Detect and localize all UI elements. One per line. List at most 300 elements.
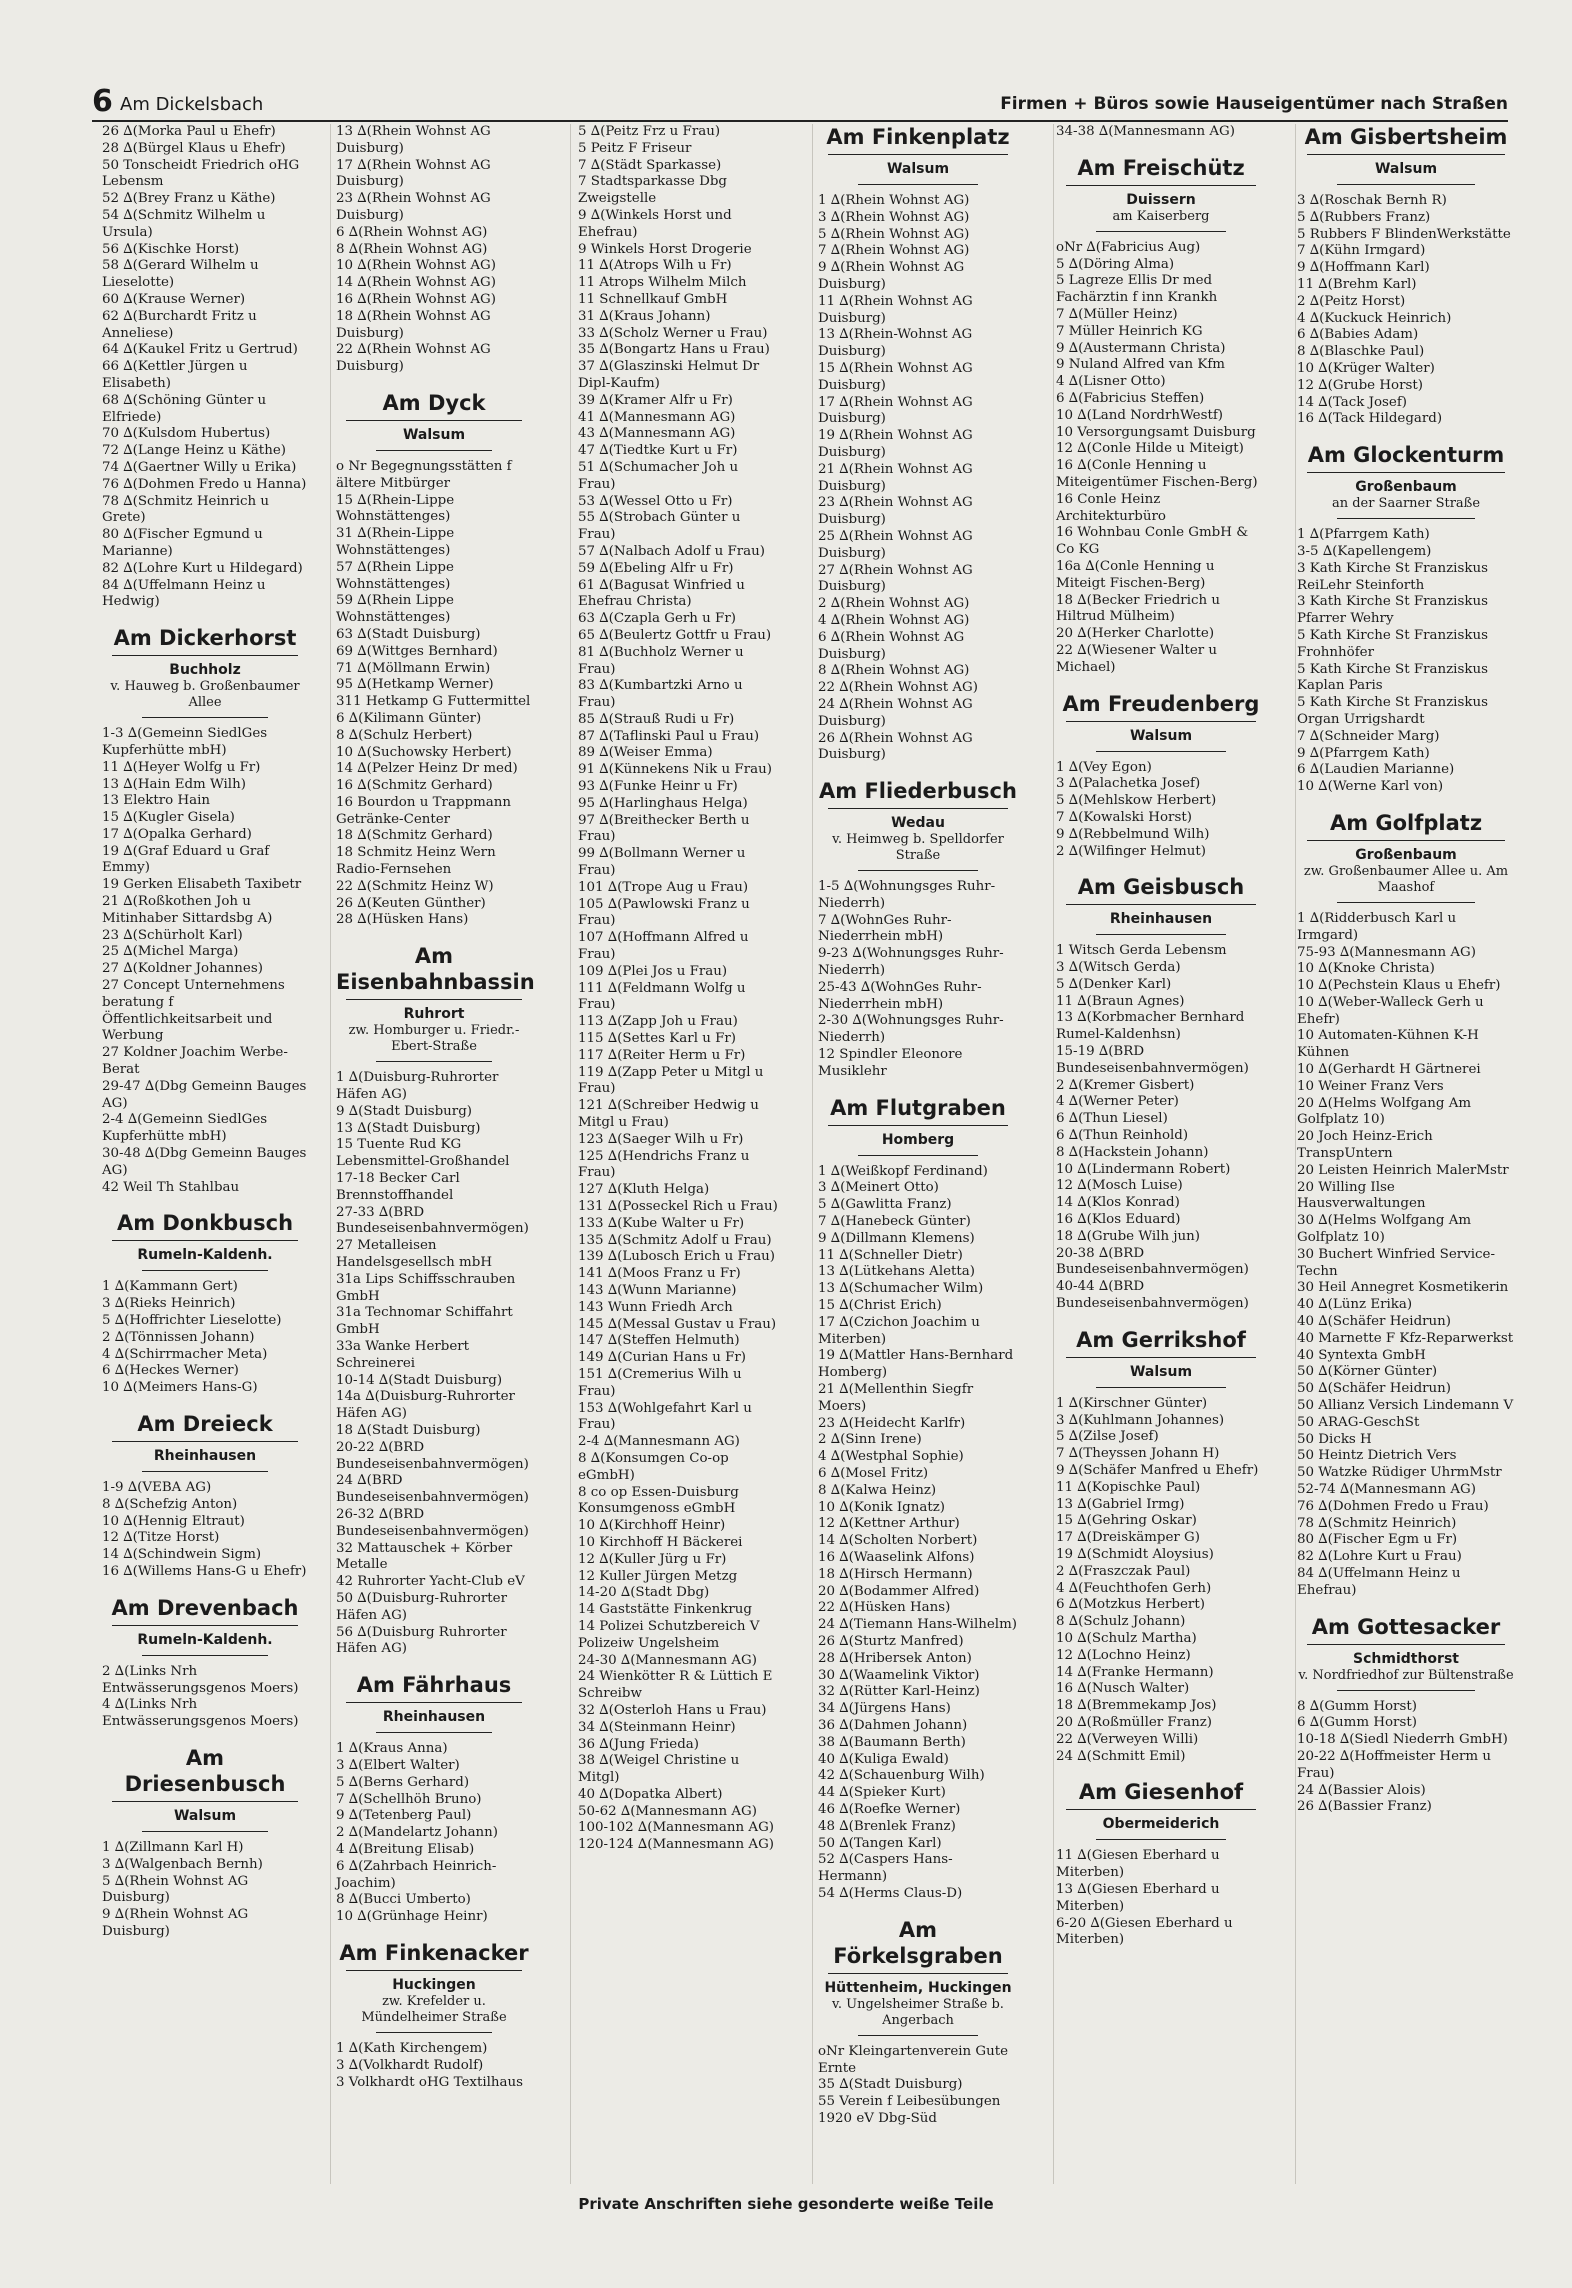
heading-rule: [1066, 721, 1256, 722]
address-entry: 34 ∆(Jürgens Hans): [818, 1701, 951, 1717]
address-entry: 33a Wanke Herbert Schreinerei: [336, 1339, 470, 1371]
address-entry: 32 Mattauschek + Körber Metalle: [336, 1540, 513, 1573]
heading-rule: [1096, 231, 1226, 232]
address-entry: 66 ∆(Kettler Jürgen u Elisabeth): [102, 359, 248, 391]
address-entry: 5 ∆(Mehlskow Herbert): [1056, 793, 1217, 809]
address-entry: 93 ∆(Funke Heinr u Fr): [578, 779, 738, 795]
address-entry: 3 ∆(Volkhardt Rudolf): [336, 2057, 484, 2073]
address-entry: 11 ∆(Braun Agnes): [1056, 993, 1185, 1009]
heading-rule: [858, 870, 978, 871]
address-entry: 50 ∆(Duisburg-Ruhrorter Häfen AG): [336, 1590, 507, 1623]
address-entry: 31 ∆(Kraus Johann): [578, 308, 711, 324]
heading-rule: [1337, 902, 1475, 903]
heading-rule: [112, 1625, 298, 1626]
address-entry: 25 ∆(Rhein Wohnst AG Duisburg): [818, 528, 973, 561]
address-entry: 1-9 ∆(VEBA AG): [102, 1480, 212, 1495]
address-entry: 10 ∆(Pechstein Klaus u Ehefr): [1297, 978, 1501, 994]
address-entry: 42 Weil Th Stahlbau: [102, 1179, 240, 1195]
address-entry: 13 ∆(Schumacher Wilm): [818, 1281, 984, 1297]
address-entry: 3 ∆(Roschak Bernh R): [1297, 193, 1447, 208]
district-name: Walsum: [173, 1807, 237, 1824]
address-entry: 5 ∆(Zilse Josef): [1056, 1429, 1159, 1445]
address-entry: 19 ∆(Graf Eduard u Graf Emmy): [102, 843, 270, 876]
address-entry: 99 ∆(Bollmann Werner u Frau): [578, 846, 746, 879]
address-entry: 3 Kath Kirche St Franziskus Pfarrer Wehry: [1297, 594, 1488, 627]
address-entry: 50 Watzke Rüdiger UhrmMstr: [1297, 1465, 1502, 1481]
address-entry: 40 Syntexta GmbH: [1297, 1347, 1426, 1363]
address-entry: 1 ∆(Kath Kirchengem): [336, 2040, 488, 2056]
address-entry: 109 ∆(Plei Jos u Frau): [578, 963, 728, 979]
address-entry: 59 ∆(Rhein Lippe Wohnstättenges): [336, 593, 454, 626]
address-entry: 12 ∆(Kettner Arthur): [818, 1516, 960, 1532]
heading-rule: [142, 717, 268, 718]
column-4: [818, 124, 1018, 2128]
address-entry: 17 ∆(Rhein Wohnst AG Duisburg): [818, 394, 973, 427]
street-name: Am Gerrikshof: [1076, 1327, 1246, 1352]
page-number: 6: [92, 84, 113, 119]
heading-rule: [1066, 904, 1256, 905]
address-entry: 9 Nuland Alfred van Kfm: [1056, 357, 1225, 373]
address-entry: 6 ∆(Gumm Horst): [1297, 1715, 1417, 1731]
address-entry: 4 ∆(Breitung Elisab): [336, 1841, 475, 1857]
address-entry: 5 ∆(Rhein Wohnst AG): [818, 226, 970, 242]
address-entry: 48 ∆(Brenlek Franz): [818, 1818, 956, 1834]
district-name: Walsum: [1374, 161, 1438, 177]
address-entry: 139 ∆(Lubosch Erich u Frau): [578, 1249, 776, 1265]
heading-rule: [346, 999, 522, 1000]
address-entry: 145 ∆(Messal Gustav u Frau): [578, 1316, 777, 1332]
address-entry: o Nr Begegnungsstätten f ältere Mitbürger: [336, 458, 512, 491]
heading-rule: [828, 1125, 1008, 1126]
address-entry: 16 ∆(Nusch Walter): [1056, 1681, 1190, 1697]
address-entry: 81 ∆(Buchholz Werner u Frau): [578, 644, 744, 677]
address-entry: 28 ∆(Hüsken Hans): [336, 912, 469, 928]
street-section-heading: [102, 1745, 308, 1832]
address-entry: 14a ∆(Duisburg-Ruhrorter Häfen AG): [336, 1389, 515, 1422]
street-section-heading: [336, 1940, 532, 2033]
address-entry: 11 ∆(Giesen Eberhard u Miterben): [1056, 1848, 1220, 1881]
address-entry: 87 ∆(Taflinski Paul u Frau): [578, 728, 760, 744]
address-entry: 19 ∆(Schmidt Aloysius): [1056, 1547, 1214, 1562]
address-entry: 50 ARAG-GeschSt: [1297, 1414, 1420, 1430]
address-entry: 12 ∆(Mosch Luise): [1056, 1178, 1183, 1194]
address-entry: 55 ∆(Strobach Günter u Frau): [578, 510, 741, 543]
address-entry: 20 ∆(Helms Wolfgang Am Golfplatz 10): [1297, 1095, 1472, 1128]
address-entry: 1-3 ∆(Gemeinn SiedlGes Kupferhütte mbH): [102, 726, 268, 758]
address-entry: 10-18 ∆(Siedl Niederrh GmbH): [1297, 1732, 1508, 1748]
address-entry: 97 ∆(Breithecker Berth u Frau): [578, 812, 750, 845]
address-entry: 20 Leisten Heinrich MalerMstr: [1297, 1162, 1509, 1178]
address-entry: 1 ∆(Duisburg-Ruhrorter Häfen AG): [336, 1070, 499, 1103]
street-name: Am Eisenbahnbassin: [336, 944, 535, 995]
address-entry: 10 ∆(Grünhage Heinr): [336, 1909, 488, 1925]
address-entry: 32 ∆(Rütter Karl-Heinz): [818, 1684, 980, 1700]
address-entry: 8 ∆(Schulz Johann): [1056, 1614, 1186, 1630]
address-entry: 16 ∆(Willems Hans-G u Ehefr): [102, 1563, 307, 1579]
address-entry: 9 ∆(Dillmann Klemens): [818, 1230, 975, 1246]
heading-rule: [1307, 154, 1505, 155]
heading-rule: [376, 2032, 492, 2033]
address-entry: 16 ∆(Klos Eduard): [1056, 1212, 1181, 1228]
street-name: Am Fährhaus: [356, 1673, 512, 1698]
address-entry: 29-47 ∆(Dbg Gemeinn Bauges AG): [102, 1078, 307, 1111]
address-entry: 10 Versorgungsamt Duisburg: [1056, 424, 1256, 440]
address-entry: 95 ∆(Harlinghaus Helga): [578, 795, 748, 811]
address-entry: 10 ∆(Konik Ignatz): [818, 1499, 945, 1515]
address-entry: 6 ∆(Kilimann Günter): [336, 710, 482, 726]
street-name: Am Glockenturm: [1307, 443, 1505, 468]
address-entry: 8 co op Essen-Duisburg Konsumgenoss eGmbH: [578, 1484, 739, 1517]
address-entry: 119 ∆(Zapp Peter u Mitgl u Frau): [578, 1064, 764, 1097]
street-location-note: v. Heimweg b. Spelldorfer Straße: [832, 832, 1004, 864]
address-entry: 63 ∆(Stadt Duisburg): [336, 626, 481, 642]
address-entry: 10 ∆(Meimers Hans-G): [102, 1380, 258, 1396]
address-entry: 24 ∆(Bassier Alois): [1297, 1782, 1426, 1798]
address-entry: 13 ∆(Rhein-Wohnst AG Duisburg): [818, 327, 973, 360]
address-entry: 28 ∆(Hribersek Anton): [818, 1650, 972, 1666]
address-entry: 54 ∆(Herms Claus-D): [818, 1885, 963, 1901]
address-entry: 13 ∆(Giesen Eberhard u Miterben): [1056, 1881, 1220, 1914]
address-entry: 26 ∆(Bassier Franz): [1297, 1799, 1432, 1815]
heading-rule: [828, 154, 1008, 155]
address-entry: 20 Joch Heinz-Erich TranspUntern: [1297, 1129, 1433, 1162]
address-entry: 83 ∆(Kumbartzki Arno u Frau): [578, 678, 743, 711]
address-entry: 38 ∆(Weigel Christine u Mitgl): [578, 1753, 740, 1786]
address-entry: 6 ∆(Laudien Marianne): [1297, 762, 1455, 778]
address-entry: 12 Kuller Jürgen Metzg: [578, 1568, 738, 1584]
address-entry: 131 ∆(Posseckel Rich u Frau): [578, 1199, 778, 1214]
street-section-heading: [1056, 1327, 1266, 1388]
address-entry: 14 Polizei Schutzbereich V Polizeiw Ungelsheim: [578, 1618, 760, 1651]
address-entry: 82 ∆(Lohre Kurt u Hildegard): [102, 560, 303, 576]
address-entry: 54 ∆(Schmitz Wilhelm u Ursula): [102, 207, 266, 240]
address-entry: 14 ∆(Franke Hermann): [1056, 1664, 1214, 1680]
address-entry: 6 ∆(Motzkus Herbert): [1056, 1597, 1205, 1613]
address-entry: 14 Gaststätte Finkenkrug: [578, 1602, 752, 1618]
address-entry: 52 ∆(Caspers Hans-Hermann): [818, 1852, 953, 1885]
address-entry: 3 ∆(Rhein Wohnst AG): [818, 209, 970, 225]
address-entry: 42 Ruhrorter Yacht-Club eV: [336, 1574, 525, 1590]
address-entry: 143 ∆(Wunn Marianne): [578, 1282, 737, 1298]
address-entry: 30 Buchert Winfried Service-Techn: [1297, 1246, 1495, 1279]
heading-rule: [142, 1655, 268, 1656]
address-entry: 13 ∆(Hain Edm Wilh): [102, 776, 246, 792]
district-name: Wedau: [891, 815, 945, 832]
address-entry: 10-14 ∆(Stadt Duisburg): [336, 1372, 503, 1388]
address-entry: 3 ∆(Rieks Heinrich): [102, 1296, 236, 1312]
address-entry: 27 ∆(Koldner Johannes): [102, 961, 263, 977]
address-entry: 13 ∆(Stadt Duisburg): [336, 1120, 481, 1136]
address-entry: 25-43 ∆(WohnGes Ruhr-Niederrhein mbH): [818, 979, 982, 1012]
heading-rule: [112, 1240, 298, 1241]
address-entry: 22 ∆(Wiesener Walter u Michael): [1056, 642, 1218, 675]
address-entry: 21 ∆(Roßkothen Joh u Mitinhaber Sittardsbg A): [102, 894, 273, 926]
address-entry: 9 ∆(Pfarrgem Kath): [1297, 745, 1430, 761]
heading-rule: [1096, 1387, 1226, 1388]
header-section-title: Firmen + Büros sowie Hauseigentümer nach Straßen: [1000, 94, 1508, 114]
heading-rule: [858, 1155, 978, 1156]
address-entry: 37 ∆(Glaszinski Helmut Dr Dipl-Kaufm): [578, 359, 760, 391]
address-entry: 6 ∆(Rhein Wohnst AG Duisburg): [818, 629, 965, 662]
address-entry: 18 ∆(Rhein Wohnst AG Duisburg): [336, 308, 491, 341]
address-entry: 311 Hetkamp G Futtermittel: [336, 694, 531, 710]
address-entry: 12 ∆(Titze Horst): [102, 1530, 220, 1546]
address-entry: 10 ∆(Gerhardt H Gärtnerei: [1297, 1062, 1481, 1078]
address-entry: 69 ∆(Wittges Bernhard): [336, 643, 498, 659]
address-entry: 24-30 ∆(Mannesmann AG): [578, 1652, 757, 1668]
street-section-heading: [102, 1595, 308, 1656]
address-entry: 10 ∆(Weber-Walleck Gerh u Ehefr): [1297, 994, 1484, 1027]
address-entry: 19 ∆(Mattler Hans-Bernhard Homberg): [818, 1348, 1014, 1381]
address-entry: 9 ∆(Rebbelmund Wilh): [1056, 826, 1210, 842]
address-entry: 72 ∆(Lange Heinz u Käthe): [102, 443, 286, 459]
street-name: Am Flutgraben: [830, 1095, 1006, 1120]
address-entry: 80 ∆(Fischer Egmund u Marianne): [102, 527, 263, 559]
address-entry: 16 Wohnbau Conle GmbH & Co KG: [1056, 525, 1249, 558]
address-entry: 10 Kirchhoff H Bäckerei: [578, 1534, 743, 1550]
address-entry: 6 ∆(Heckes Werner): [102, 1363, 239, 1379]
district-name: Walsum: [1129, 727, 1193, 744]
address-entry: 3 ∆(Elbert Walter): [336, 1757, 460, 1773]
address-entry: 18 ∆(Becker Friedrich u Hiltrud Mülheim): [1056, 592, 1220, 625]
street-location-note: zw. Homburger u. Friedr.-Ebert-Straße: [348, 1023, 520, 1055]
address-entry: 4 ∆(Westphal Sophie): [818, 1449, 964, 1465]
address-entry: 11 ∆(Kopischke Paul): [1056, 1479, 1201, 1495]
address-entry: 30 Heil Annegret Kosmetikerin: [1297, 1280, 1509, 1296]
address-entry: 80 ∆(Fischer Egm u Fr): [1297, 1532, 1458, 1548]
address-entry: 39 ∆(Kramer Alfr u Fr): [578, 392, 733, 408]
address-entry: 5 ∆(Gawlitta Franz): [818, 1197, 952, 1213]
address-entry: 47 ∆(Tiedtke Kurt u Fr): [578, 443, 738, 459]
address-entry: 52-74 ∆(Mannesmann AG): [1297, 1482, 1476, 1497]
address-entry: 3 ∆(Walgenbach Bernh): [102, 1856, 263, 1872]
address-entry: 68 ∆(Schöning Günter u Elfriede): [102, 392, 267, 425]
address-entry: 1 ∆(Zillmann Karl H): [102, 1839, 244, 1855]
address-entry: 9 ∆(Tetenberg Paul): [336, 1808, 472, 1824]
address-entry: 31a Technomar Schiffahrt GmbH: [336, 1305, 513, 1338]
address-entry: 15 ∆(Kugler Gisela): [102, 810, 235, 826]
address-entry: 26 ∆(Sturtz Manfred): [818, 1633, 964, 1649]
address-entry: 40 ∆(Lünz Erika): [1297, 1297, 1413, 1313]
address-entry: 82 ∆(Lohre Kurt u Frau): [1297, 1549, 1462, 1565]
address-entry: 10 ∆(Kirchhoff Heinr): [578, 1518, 726, 1534]
address-entry: 2-30 ∆(Wohnungsges Ruhr-Niederrh): [818, 1013, 1004, 1046]
street-section-heading: [1056, 874, 1266, 935]
address-entry: 20-38 ∆(BRD Bundeseisenbahnvermögen): [1056, 1245, 1249, 1278]
address-entry: 149 ∆(Curian Hans u Fr): [578, 1350, 747, 1366]
address-entry: 5 ∆(Rubbers Franz): [1297, 209, 1431, 225]
address-entry: 8 ∆(Schulz Herbert): [336, 727, 473, 743]
heading-rule: [376, 450, 492, 451]
address-entry: 12 ∆(Conle Hilde u Miteigt): [1056, 441, 1244, 457]
address-entry: oNr Kleingartenverein Gute Ernte: [818, 2043, 1009, 2076]
heading-rule: [112, 655, 298, 656]
address-entry: 1 ∆(Pfarrgem Kath): [1297, 527, 1430, 543]
address-entry: 40 ∆(Dopatka Albert): [578, 1786, 723, 1802]
address-entry: 15 Tuente Rud KG Lebensmittel-Großhandel: [336, 1137, 510, 1170]
address-entry: 1 ∆(Kirschner Günter): [1056, 1395, 1208, 1411]
address-entry: 16 ∆(Schmitz Gerhard): [336, 778, 493, 794]
address-entry: 50-62 ∆(Mannesmann AG): [578, 1803, 757, 1819]
address-entry: 8 ∆(Rhein Wohnst AG): [818, 663, 970, 679]
heading-rule: [858, 184, 978, 185]
address-entry: 56 ∆(Kischke Horst): [102, 241, 240, 257]
address-entry: 23 ∆(Schürholt Karl): [102, 927, 243, 943]
address-entry: 16 ∆(Conle Henning u Miteigentümer Fischen-Berg): [1056, 458, 1258, 490]
address-entry: 17 ∆(Dreiskämper G): [1056, 1530, 1200, 1546]
address-entry: 3 Kath Kirche St Franziskus ReiLehr Steinforth: [1297, 560, 1488, 593]
address-entry: 123 ∆(Saeger Wilh u Fr): [578, 1131, 744, 1147]
address-entry: 5 ∆(Hoffrichter Lieselotte): [102, 1313, 282, 1329]
address-entry: 151 ∆(Cremerius Wilh u Frau): [578, 1366, 742, 1399]
address-entry: 7 ∆(Theyssen Johann H): [1056, 1446, 1220, 1462]
address-entry: 127 ∆(Kluth Helga): [578, 1182, 710, 1198]
address-entry: 8 ∆(Kalwa Heinz): [818, 1482, 937, 1498]
column-divider: [1295, 124, 1296, 2184]
address-entry: 40-44 ∆(BRD Bundeseisenbahnvermögen): [1056, 1279, 1249, 1312]
address-entry: 8 ∆(Blaschke Paul): [1297, 344, 1425, 360]
address-entry: 2 ∆(Wilfinger Helmut): [1056, 843, 1206, 859]
heading-rule: [1337, 184, 1475, 185]
address-entry: 5 ∆(Denker Karl): [1056, 976, 1172, 992]
district-name: Rheinhausen: [1109, 911, 1213, 928]
address-entry: 5 ∆(Berns Gerhard): [336, 1774, 470, 1790]
address-entry: 10 Weiner Franz Vers: [1297, 1078, 1444, 1094]
address-entry: 2-4 ∆(Gemeinn SiedlGes Kupferhütte mbH): [102, 1112, 268, 1145]
column-5: [1056, 124, 1266, 1949]
address-entry: 30-48 ∆(Dbg Gemeinn Bauges AG): [102, 1146, 307, 1178]
address-entry: 2-4 ∆(Mannesmann AG): [578, 1434, 740, 1450]
address-entry: 56 ∆(Duisburg Ruhrorter Häfen AG): [336, 1624, 507, 1657]
address-entry: 10 ∆(Krüger Walter): [1297, 360, 1435, 376]
address-entry: 43 ∆(Mannesmann AG): [578, 426, 736, 442]
address-entry: 4 ∆(Rhein Wohnst AG): [818, 612, 970, 628]
address-entry: 22 ∆(Rhein Wohnst AG Duisburg): [336, 342, 491, 375]
address-entry: 5 Kath Kirche St Franziskus Kaplan Paris: [1297, 661, 1488, 694]
address-entry: 17-18 Becker Carl Brennstoffhandel: [336, 1171, 460, 1203]
district-name: Walsum: [402, 426, 466, 443]
address-entry: 1 ∆(Weißkopf Ferdinand): [818, 1163, 988, 1179]
footer-note: Private Anschriften siehe gesonderte weiße Teile: [578, 2195, 994, 2213]
address-entry: 65 ∆(Beulertz Gottfr u Frau): [578, 627, 772, 643]
address-entry: 25 ∆(Michel Marga): [102, 944, 239, 960]
address-entry: 6-20 ∆(Giesen Eberhard u Miterben): [1056, 1915, 1233, 1948]
address-entry: 23 ∆(Rhein Wohnst AG Duisburg): [818, 495, 973, 528]
address-entry: 7 Stadtsparkasse Dbg Zweigstelle: [578, 174, 727, 207]
address-entry: 5 ∆(Döring Alma): [1056, 256, 1175, 272]
address-entry: 5 Kath Kirche St Franziskus Frohnhöfer: [1297, 627, 1488, 660]
address-entry: 84 ∆(Uffelmann Heinz u Hedwig): [102, 577, 266, 610]
address-entry: 3-5 ∆(Kapellengem): [1297, 543, 1432, 559]
address-entry: 52 ∆(Brey Franz u Käthe): [102, 191, 276, 207]
address-entry: 115 ∆(Settes Karl u Fr): [578, 1031, 737, 1047]
address-entry: 2 ∆(Tönnissen Johann): [102, 1329, 255, 1345]
address-entry: 4 ∆(Schirrmacher Meta): [102, 1346, 268, 1362]
address-entry: 14 ∆(Pelzer Heinz Dr med): [336, 761, 518, 777]
address-entry: 27-33 ∆(BRD Bundeseisenbahnvermögen): [336, 1204, 529, 1237]
street-name: Am Gottesacker: [1311, 1614, 1501, 1639]
heading-rule: [346, 1702, 522, 1703]
address-entry: 14 ∆(Rhein Wohnst AG): [336, 275, 496, 291]
address-entry: 15 ∆(Rhein Wohnst AG Duisburg): [818, 360, 973, 393]
address-entry: 14-20 ∆(Stadt Dbg): [578, 1585, 710, 1601]
address-entry: 121 ∆(Schreiber Hedwig u Mitgl u Frau): [578, 1098, 759, 1131]
address-entry: 2 ∆(Kremer Gisbert): [1056, 1077, 1195, 1093]
district-name: Hüttenheim, Huckingen: [824, 1979, 1012, 1996]
street-section-heading: [1297, 124, 1515, 185]
address-entry: 13 ∆(Rhein Wohnst AG Duisburg): [336, 124, 491, 156]
address-entry: 1 ∆(Vey Egon): [1056, 759, 1152, 775]
address-entry: 117 ∆(Reiter Herm u Fr): [578, 1047, 746, 1063]
street-section-heading: [336, 943, 535, 1062]
heading-rule: [1337, 518, 1475, 519]
address-entry: 17 ∆(Opalka Gerhard): [102, 826, 252, 842]
address-entry: 59 ∆(Ebeling Alfr u Fr): [578, 560, 734, 576]
address-entry: 13 ∆(Korbmacher Bernhard Rumel-Kaldenhsn): [1056, 1010, 1245, 1043]
address-entry: 4 ∆(Werner Peter): [1056, 1094, 1179, 1110]
address-entry: 16 Conle Heinz Architekturbüro: [1056, 491, 1166, 524]
address-entry: 9 ∆(Hoffmann Karl): [1297, 260, 1430, 276]
address-entry: 14 ∆(Klos Konrad): [1056, 1195, 1180, 1211]
address-entry: 6 ∆(Mosel Fritz): [818, 1466, 929, 1481]
address-entry: 10 ∆(Knoke Christa): [1297, 961, 1435, 977]
heading-rule: [346, 1970, 522, 1971]
address-entry: 4 ∆(Links Nrh Entwässerungsgenos Moers): [102, 1697, 299, 1730]
street-location-note: zw. Großenbaumer Allee u. Am Maashof: [1303, 863, 1509, 895]
street-section-heading: [818, 778, 1018, 871]
address-entry: 18 ∆(Stadt Duisburg): [336, 1423, 481, 1438]
address-entry: 27 Metalleisen Handelsgesellsch mbH: [336, 1238, 492, 1271]
address-entry: 11 ∆(Heyer Wolfg u Fr): [102, 759, 261, 775]
address-entry: 7 ∆(Hanebeck Günter): [818, 1214, 971, 1230]
address-entry: 85 ∆(Strauß Rudi u Fr): [578, 711, 735, 727]
address-entry: 5 ∆(Peitz Frz u Frau): [578, 124, 721, 139]
address-entry: 3 ∆(Kuhlmann Johannes): [1056, 1412, 1225, 1428]
address-entry: 5 Kath Kirche St Franziskus Organ Urrigshardt: [1297, 695, 1488, 727]
address-entry: 2 ∆(Mandelartz Johann): [336, 1825, 499, 1841]
address-entry: 21 ∆(Mellenthin Siegfr Moers): [818, 1382, 974, 1414]
address-entry: 24 ∆(Schmitt Emil): [1056, 1748, 1186, 1764]
address-entry: 7 ∆(Rhein Wohnst AG): [818, 243, 970, 259]
address-entry: 1-5 ∆(Wohnungsges Ruhr-Niederrh): [818, 879, 996, 911]
address-entry: 27 Concept Unternehmens beratung f Öffentlichkeitsarbeit und Werbung: [102, 978, 285, 1044]
district-name: Obermeiderich: [1102, 1816, 1220, 1833]
page-header: [92, 86, 1508, 122]
street-name: Am Dreieck: [137, 1412, 273, 1436]
address-entry: 9 Winkels Horst Drogerie: [578, 241, 752, 257]
district-name: Rumeln-Kaldenh.: [137, 1631, 273, 1648]
address-entry: 27 Koldner Joachim Werbe-Berat: [102, 1045, 288, 1078]
address-entry: 7 ∆(WohnGes Ruhr-Niederrhein mbH): [818, 912, 952, 945]
address-entry: 3 ∆(Witsch Gerda): [1056, 960, 1181, 976]
address-entry: 40 ∆(Schäfer Heidrun): [1297, 1314, 1452, 1330]
address-entry: 24 Wienkötter R & Lüttich E Schreibw: [578, 1669, 773, 1702]
street-section-heading: [102, 1411, 308, 1472]
address-entry: 10 ∆(Lindermann Robert): [1056, 1161, 1231, 1177]
address-entry: 2 ∆(Peitz Horst): [1297, 293, 1406, 309]
address-entry: 2 ∆(Links Nrh Entwässerungsgenos Moers): [102, 1663, 299, 1696]
address-entry: 153 ∆(Wohlgefahrt Karl u Frau): [578, 1400, 752, 1433]
address-entry: 9 ∆(Rhein Wohnst AG Duisburg): [818, 260, 965, 292]
address-entry: 8 ∆(Rhein Wohnst AG): [336, 241, 488, 257]
district-name: Rheinhausen: [382, 1709, 486, 1726]
address-entry: 107 ∆(Hoffmann Alfred u Frau): [578, 930, 749, 963]
address-entry: 34 ∆(Steinmann Heinr): [578, 1719, 736, 1735]
address-entry: 15-19 ∆(BRD Bundeseisenbahnvermögen): [1056, 1044, 1249, 1076]
address-entry: 60 ∆(Krause Werner): [102, 291, 246, 307]
address-entry: 11 Schnellkauf GmbH: [578, 291, 728, 307]
heading-rule: [828, 808, 1008, 809]
